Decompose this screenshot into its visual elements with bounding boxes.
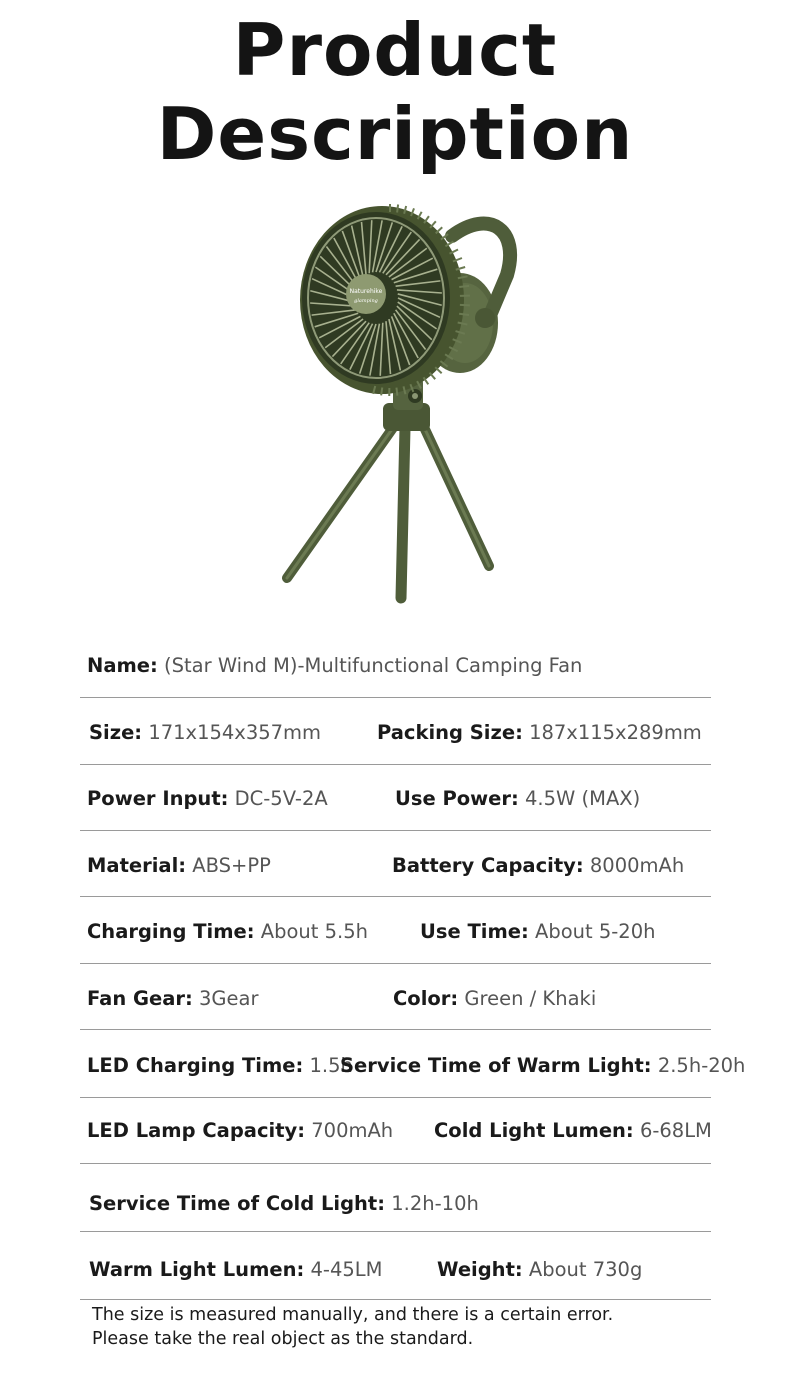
spec-value: 6-68LM: [639, 1119, 712, 1142]
spec-item: [392, 854, 684, 877]
spec-label: LED Lamp Capacity:: [87, 1119, 306, 1142]
spec-label: Battery Capacity:: [392, 854, 584, 877]
spec-value: 3Gear: [199, 987, 259, 1010]
spec-value: ABS+PP: [192, 854, 271, 877]
spec-label: Service Time of Cold Light:: [89, 1192, 386, 1215]
spec-row: [80, 1098, 711, 1164]
measurement-note: [92, 1303, 613, 1351]
spec-value: About 730g: [528, 1258, 643, 1281]
spec-item: [420, 920, 655, 943]
spec-value: 2.5h-20h: [657, 1054, 746, 1077]
spec-value: 187x115x289mm: [529, 721, 702, 744]
spec-label: Power Input:: [87, 787, 229, 810]
spec-item: [87, 654, 582, 677]
spec-value: 8000mAh: [589, 854, 685, 877]
spec-label: Service Time of Warm Light:: [340, 1054, 652, 1077]
spec-label: Charging Time:: [87, 920, 255, 943]
spec-label: Use Time:: [420, 920, 529, 943]
spec-row: [80, 831, 711, 897]
specs-table: [80, 635, 746, 1300]
note-line-1: The size is measured manually, and there is a certain error.: [92, 1305, 614, 1325]
spec-label: Cold Light Lumen:: [434, 1119, 634, 1142]
spec-value: 1.5h: [309, 1054, 353, 1077]
spec-item: [89, 721, 321, 744]
spec-row: [80, 897, 711, 964]
spec-row: [80, 635, 711, 698]
spec-value: About 5.5h: [260, 920, 369, 943]
svg-text:glamping: glamping: [354, 298, 378, 304]
spec-value: 4-45LM: [310, 1258, 383, 1281]
note-line-2: Please take the real object as the standard.: [92, 1329, 474, 1349]
spec-item: [89, 1258, 382, 1281]
spec-label: Use Power:: [395, 787, 519, 810]
spec-item: [87, 854, 271, 877]
spec-label: Packing Size:: [377, 721, 523, 744]
tripod: [287, 425, 489, 598]
spec-item: [87, 787, 328, 810]
spec-label: Fan Gear:: [87, 987, 193, 1010]
spec-row: [80, 1232, 711, 1300]
spec-value: (Star Wind M)-Multifunctional Camping Fan: [164, 654, 583, 677]
spec-item: [437, 1258, 642, 1281]
camping-fan-image: [270, 195, 530, 615]
spec-item: [393, 987, 596, 1010]
page-title: Product Description: [156, 8, 634, 176]
svg-text:Naturehike: Naturehike: [349, 288, 383, 295]
spec-value: Green / Khaki: [464, 987, 597, 1010]
spec-item: [87, 920, 368, 943]
spec-row: [80, 765, 711, 831]
spec-label: LED Charging Time:: [87, 1054, 304, 1077]
spec-label: Name:: [87, 654, 158, 677]
spec-label: Material:: [87, 854, 187, 877]
spec-item: [87, 987, 259, 1010]
spec-item: [377, 721, 702, 744]
spec-value: 4.5W (MAX): [525, 787, 641, 810]
spec-label: Size:: [89, 721, 143, 744]
spec-value: 700mAh: [311, 1119, 394, 1142]
spec-value: About 5-20h: [535, 920, 656, 943]
spec-label: Weight:: [437, 1258, 523, 1281]
spec-value: 171x154x357mm: [148, 721, 322, 744]
spec-label: Color:: [393, 987, 459, 1010]
spec-value: DC-5V-2A: [234, 787, 328, 810]
spec-value: 1.2h-10h: [391, 1192, 479, 1215]
spec-label: Warm Light Lumen:: [89, 1258, 305, 1281]
spec-row: [80, 698, 711, 765]
spec-item: [340, 1054, 745, 1077]
spec-item: [89, 1192, 479, 1215]
spec-item: [87, 1119, 393, 1142]
spec-item: [87, 1054, 353, 1077]
spec-row: [80, 964, 711, 1030]
spec-row: [80, 1030, 746, 1098]
spec-item: [395, 787, 640, 810]
spec-row: [80, 1164, 711, 1232]
spec-item: [434, 1119, 712, 1142]
